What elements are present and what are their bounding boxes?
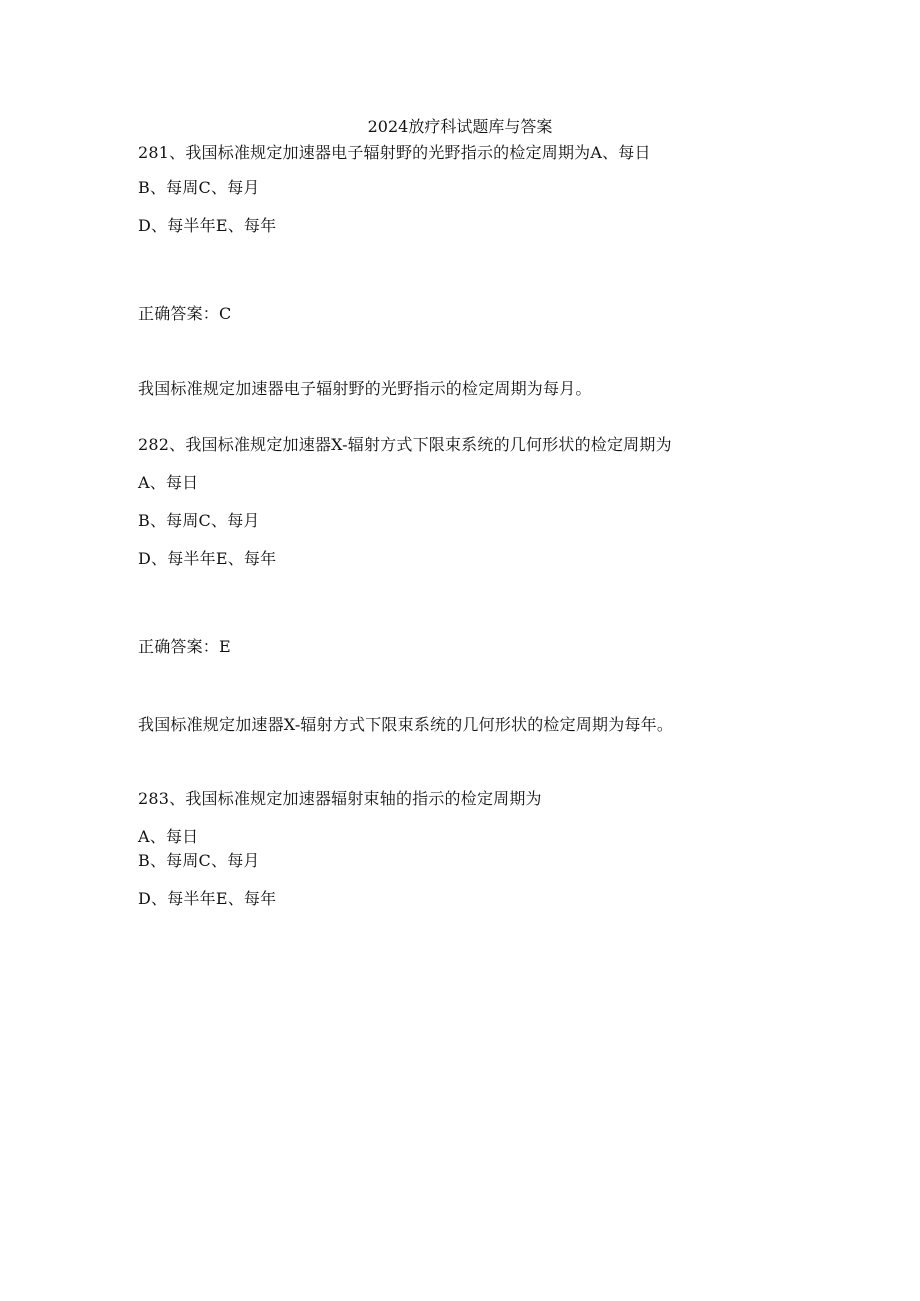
question-282-stem: 282、我国标准规定加速器X-辐射方式下限束系统的几何形状的检定周期为 (138, 435, 672, 454)
question-282-option-line-3: D、每半年E、每年 (138, 549, 277, 568)
question-281-stem: 281、我国标准规定加速器电子辐射野的光野指示的检定周期为A、每日 (138, 143, 651, 162)
question-281-option-line-2: D、每半年E、每年 (138, 216, 277, 235)
question-281-answer: 正确答案：C (138, 304, 232, 323)
question-281-explanation: 我国标准规定加速器电子辐射野的光野指示的检定周期为每月。 (138, 379, 592, 398)
question-283-stem: 283、我国标准规定加速器辐射束轴的指示的检定周期为 (138, 789, 542, 808)
question-282-explanation: 我国标准规定加速器X-辐射方式下限束系统的几何形状的检定周期为每年。 (138, 715, 674, 734)
question-282-answer: 正确答案：E (138, 637, 231, 656)
question-281-option-line-1: B、每周C、每月 (138, 178, 260, 197)
question-283-option-line-1: A、每日 (138, 827, 199, 846)
document-title: 2024放疗科试题库与答案 (367, 117, 553, 136)
question-282-option-line-1: A、每日 (138, 473, 199, 492)
question-283-option-line-2: B、每周C、每月 (138, 851, 260, 870)
question-283-option-line-3: D、每半年E、每年 (138, 889, 277, 908)
question-282-option-line-2: B、每周C、每月 (138, 511, 260, 530)
